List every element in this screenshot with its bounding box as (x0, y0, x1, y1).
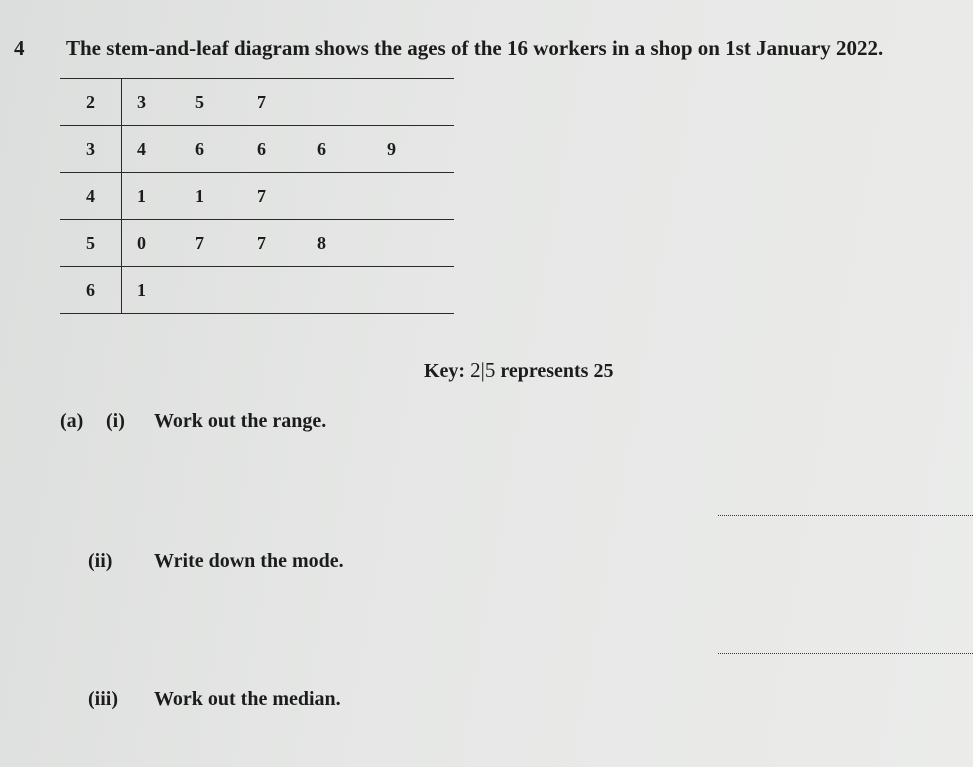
leaf-value: 5 (195, 91, 204, 112)
stem-leaf-row (60, 173, 454, 220)
stem-and-leaf-diagram (60, 78, 454, 314)
leaf-value: 3 (137, 91, 146, 112)
leaf-value: 6 (317, 138, 326, 159)
question-number: 4 (14, 36, 25, 60)
leaf-value: 6 (257, 138, 266, 159)
part-a-iii-text: Work out the median. (154, 688, 341, 710)
part-a-ii-text: Write down the mode. (154, 550, 344, 572)
part-a-ii-label: (ii) (88, 550, 113, 572)
stem-value: 2 (60, 79, 122, 125)
key-stem: 2 (470, 358, 481, 382)
leaf-value: 7 (257, 185, 266, 206)
part-a-iii-label: (iii) (88, 688, 118, 710)
leaf-value: 6 (195, 138, 204, 159)
stem-value: 6 (60, 267, 122, 313)
leaf-value: 9 (387, 138, 396, 159)
key-leaf: 5 (484, 358, 496, 382)
key-label: Key: (424, 360, 466, 382)
leaf-value: 0 (137, 232, 146, 253)
stem-leaf-row (60, 79, 454, 126)
answer-line-i[interactable] (718, 515, 973, 516)
stem-value: 3 (60, 126, 122, 172)
stem-leaf-row (60, 126, 454, 173)
leaf-value: 8 (317, 232, 326, 253)
leaf-value: 7 (195, 232, 204, 253)
part-a-i-label: (i) (106, 410, 125, 432)
leaf-value: 4 (137, 138, 146, 159)
key-meaning: represents 25 (500, 360, 614, 382)
stem-leaf-row (60, 220, 454, 267)
stem-value: 4 (60, 173, 122, 219)
key-divider: | (480, 358, 485, 382)
question-text: The stem-and-leaf diagram shows the ages of the 16 workers in a shop on 1st January 2022. (66, 36, 884, 60)
leaf-value: 1 (137, 185, 146, 206)
leaf-value: 7 (257, 91, 266, 112)
leaf-value: 7 (257, 232, 266, 253)
leaf-value: 1 (195, 185, 204, 206)
stem-leaf-row (60, 267, 454, 314)
part-a-label: (a) (60, 410, 84, 432)
leaf-value: 1 (137, 279, 146, 300)
diagram-key (424, 358, 613, 383)
answer-line-ii[interactable] (718, 653, 973, 654)
stem-value: 5 (60, 220, 122, 266)
part-a-i-text: Work out the range. (154, 410, 327, 432)
